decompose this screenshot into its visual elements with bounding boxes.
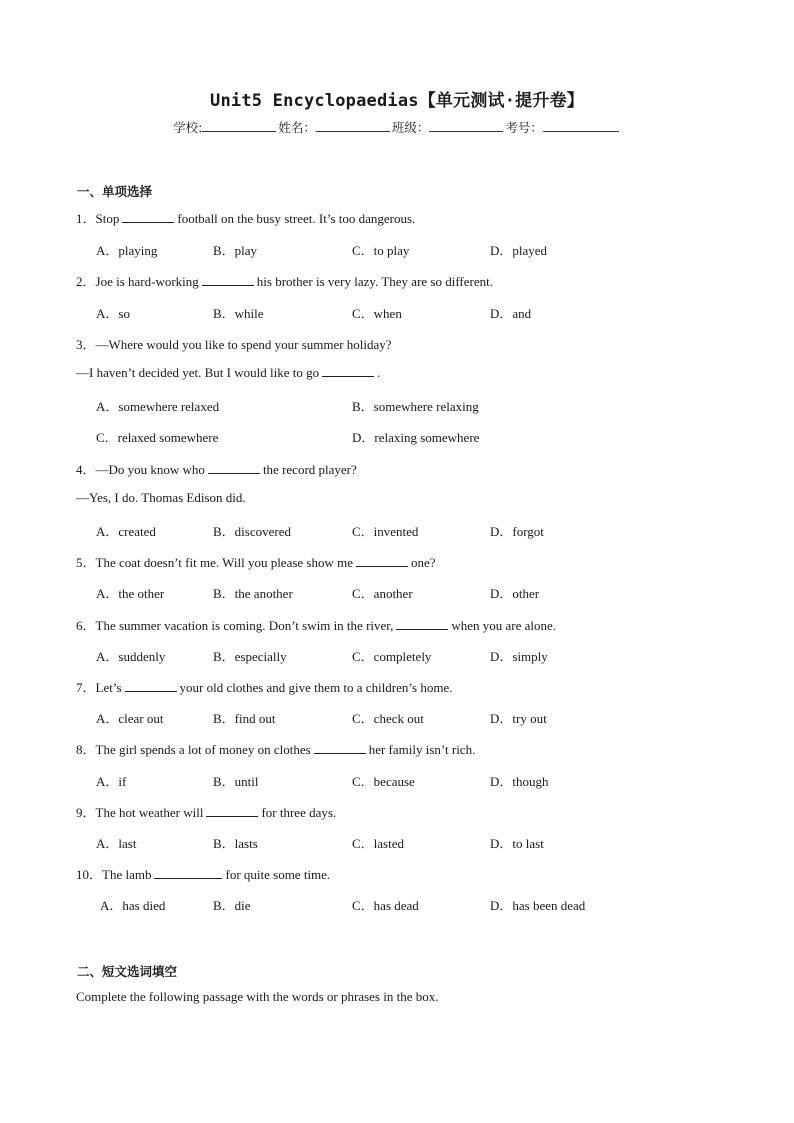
option-b[interactable]: B．play bbox=[213, 243, 258, 258]
option-a[interactable]: A．created bbox=[96, 524, 156, 539]
question-text: his brother is very lazy. They are so different. bbox=[256, 274, 493, 289]
question-text: Stop bbox=[95, 211, 120, 226]
question-text: —Yes, I do. Thomas Edison did. bbox=[76, 490, 246, 505]
option-d[interactable]: D．though bbox=[490, 774, 549, 789]
option-c[interactable]: C．another bbox=[352, 586, 413, 601]
option-b[interactable]: B．die bbox=[213, 898, 251, 913]
question-text: for three days. bbox=[261, 805, 337, 820]
option-d[interactable]: D．try out bbox=[490, 711, 547, 726]
page-title: Unit5 Encyclopaedias【单元测试·提升卷】 bbox=[210, 91, 584, 111]
number-label: 考号： bbox=[505, 120, 543, 135]
question-8 bbox=[76, 739, 475, 758]
option-c[interactable]: C．to play bbox=[352, 243, 410, 258]
question-text: The lamb bbox=[102, 867, 152, 882]
question-number: 6． bbox=[76, 618, 96, 633]
name-blank[interactable] bbox=[316, 119, 390, 132]
option-c[interactable]: C．completely bbox=[352, 649, 432, 664]
question-text: —Do you know who bbox=[95, 462, 205, 477]
class-blank[interactable] bbox=[429, 119, 503, 132]
question-number: 3． bbox=[76, 337, 96, 352]
option-d[interactable]: D．simply bbox=[490, 649, 548, 664]
option-b[interactable]: B．find out bbox=[213, 711, 276, 726]
question-3-reply bbox=[76, 365, 380, 381]
answer-blank[interactable] bbox=[125, 680, 177, 692]
option-c[interactable]: C．has dead bbox=[352, 898, 419, 913]
question-text: The hot weather will bbox=[95, 805, 204, 820]
option-b[interactable]: B．the another bbox=[213, 586, 293, 601]
question-1 bbox=[76, 208, 415, 227]
student-info-line bbox=[0, 118, 794, 136]
option-d[interactable]: D．and bbox=[490, 306, 532, 321]
option-b[interactable]: B．especially bbox=[213, 649, 287, 664]
question-text: the record player? bbox=[262, 462, 357, 477]
question-text: her family isn’t rich. bbox=[368, 742, 476, 757]
option-d[interactable]: D．to last bbox=[490, 836, 544, 851]
option-c[interactable]: C．when bbox=[352, 306, 402, 321]
question-number: 1． bbox=[76, 211, 96, 226]
option-b[interactable]: B．while bbox=[213, 306, 264, 321]
section-instruction: Complete the following passage with the words or phrases in the box. bbox=[76, 989, 439, 1004]
option-c[interactable]: C．invented bbox=[352, 524, 419, 539]
question-text: —I haven’t decided yet. But I would like to go bbox=[76, 365, 320, 380]
class-label: 班级： bbox=[391, 120, 430, 135]
question-5 bbox=[76, 552, 436, 571]
option-a[interactable]: A．somewhere relaxed bbox=[96, 399, 220, 414]
answer-blank[interactable] bbox=[396, 618, 448, 630]
question-text: Let’s bbox=[95, 680, 122, 695]
question-10 bbox=[76, 864, 330, 883]
option-a[interactable]: A．playing bbox=[96, 243, 158, 258]
option-d[interactable]: D．relaxing somewhere bbox=[352, 430, 480, 445]
school-blank[interactable] bbox=[202, 119, 276, 132]
answer-blank[interactable] bbox=[154, 867, 222, 879]
option-b[interactable]: B．until bbox=[213, 774, 259, 789]
option-b[interactable]: B．lasts bbox=[213, 836, 258, 851]
answer-blank[interactable] bbox=[208, 462, 260, 474]
answer-blank[interactable] bbox=[356, 555, 408, 567]
number-blank[interactable] bbox=[543, 119, 619, 132]
question-text: Joe is hard-working bbox=[95, 274, 199, 289]
option-a[interactable]: A．so bbox=[96, 306, 130, 321]
question-text: football on the busy street. It’s too dangerous. bbox=[177, 211, 416, 226]
question-6 bbox=[76, 615, 556, 634]
answer-blank[interactable] bbox=[202, 274, 254, 286]
option-d[interactable]: D．forgot bbox=[490, 524, 544, 539]
option-b[interactable]: B．discovered bbox=[213, 524, 291, 539]
section-heading-passage: 二、短文选词填空 bbox=[77, 964, 178, 979]
question-text: The girl spends a lot of money on clothes bbox=[95, 742, 311, 757]
question-number: 2． bbox=[76, 274, 96, 289]
question-number: 5． bbox=[76, 555, 96, 570]
option-d[interactable]: D．other bbox=[490, 586, 540, 601]
question-7 bbox=[76, 677, 452, 696]
option-c[interactable]: C．relaxed somewhere bbox=[96, 430, 219, 445]
question-number: 8． bbox=[76, 742, 96, 757]
name-label: 姓名： bbox=[278, 120, 316, 135]
answer-blank[interactable] bbox=[122, 211, 174, 223]
option-a[interactable]: A．suddenly bbox=[96, 649, 166, 664]
answer-blank[interactable] bbox=[314, 742, 366, 754]
question-text: —Where would you like to spend your summer holiday? bbox=[95, 337, 392, 352]
question-text: The coat doesn’t fit me. Will you please show me bbox=[95, 555, 354, 570]
answer-blank[interactable] bbox=[206, 805, 258, 817]
question-text: The summer vacation is coming. Don’t swim in the river, bbox=[95, 618, 394, 633]
question-number: 4． bbox=[76, 462, 96, 477]
question-text: when you are alone. bbox=[451, 618, 557, 633]
question-4 bbox=[76, 459, 357, 478]
option-a[interactable]: A．last bbox=[96, 836, 137, 851]
question-9 bbox=[76, 802, 336, 821]
option-a[interactable]: A．if bbox=[96, 774, 127, 789]
question-number: 9． bbox=[76, 805, 96, 820]
option-d[interactable]: D．has been dead bbox=[490, 898, 586, 913]
option-c[interactable]: C．because bbox=[352, 774, 415, 789]
question-text: . bbox=[377, 365, 381, 380]
question-number: 7． bbox=[76, 680, 96, 695]
question-text: your old clothes and give them to a children’s home. bbox=[179, 680, 453, 695]
option-c[interactable]: C．check out bbox=[352, 711, 424, 726]
answer-blank[interactable] bbox=[322, 365, 374, 377]
option-a[interactable]: A．the other bbox=[96, 586, 165, 601]
question-2 bbox=[76, 271, 493, 290]
option-d[interactable]: D．played bbox=[490, 243, 548, 258]
question-4-reply bbox=[76, 490, 246, 506]
section-heading-choice: 一、单项选择 bbox=[77, 184, 153, 199]
option-b[interactable]: B．somewhere relaxing bbox=[352, 399, 479, 414]
option-c[interactable]: C．lasted bbox=[352, 836, 404, 851]
question-3 bbox=[76, 334, 392, 353]
option-a[interactable]: A．has died bbox=[100, 898, 166, 913]
school-label: 学校: bbox=[173, 120, 203, 135]
option-a[interactable]: A．clear out bbox=[96, 711, 164, 726]
question-number: 10． bbox=[76, 867, 103, 882]
question-text: one? bbox=[411, 555, 436, 570]
question-text: for quite some time. bbox=[225, 867, 331, 882]
